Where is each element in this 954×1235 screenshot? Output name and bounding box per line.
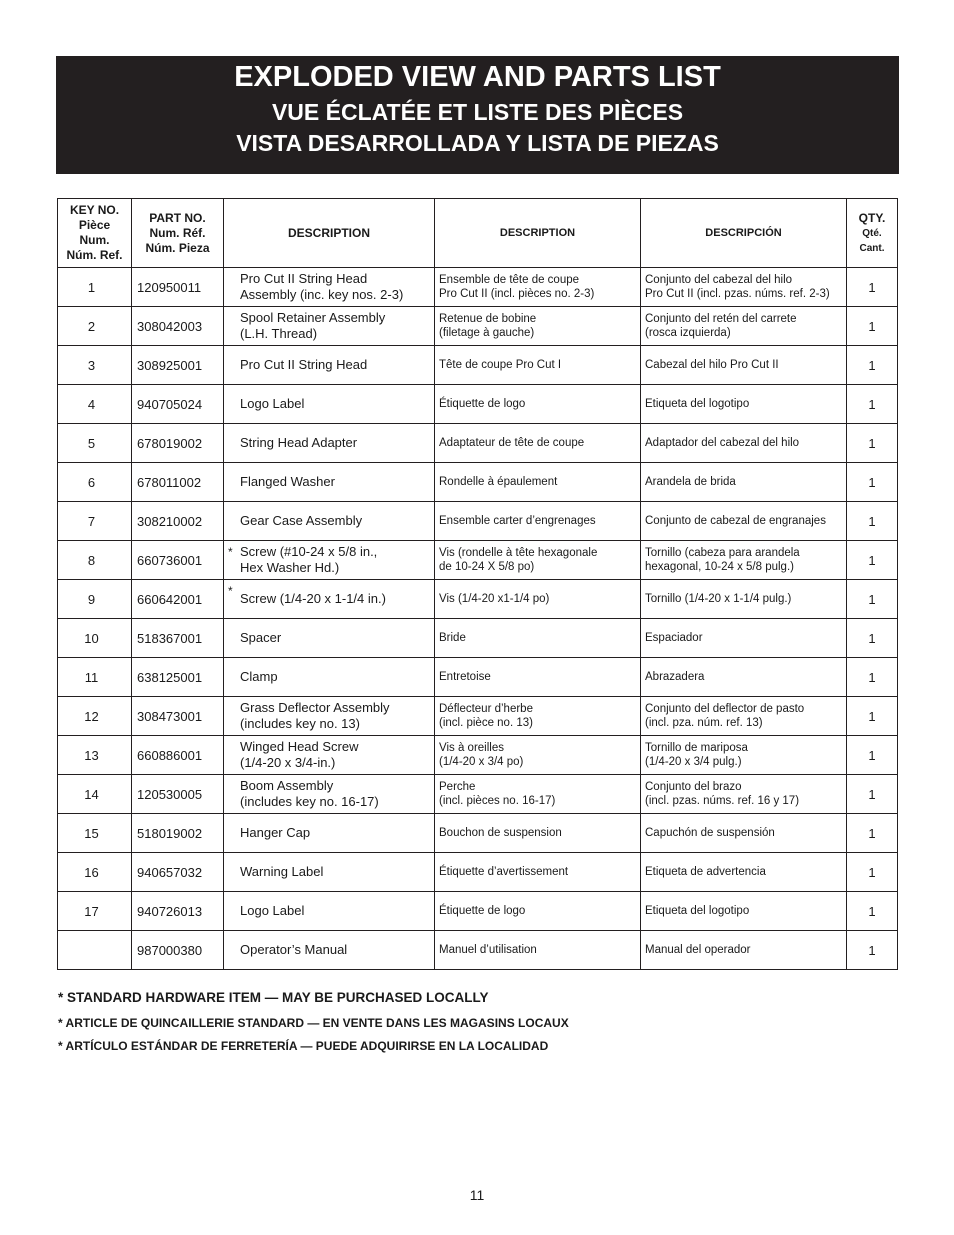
description-fr-cell: Manuel d’utilisation	[435, 931, 641, 970]
description-es-cell: Conjunto del retén del carrete (rosca izquierda)	[641, 307, 847, 346]
description-en-cell	[224, 775, 435, 814]
table-row	[58, 502, 898, 541]
qty-cell: 1	[847, 736, 898, 775]
description-es-cell: Tornillo de mariposa (1/4-20 x 3/4 pulg.)	[641, 736, 847, 775]
description-fr-cell: Bouchon de suspension	[435, 814, 641, 853]
key-no-cell: 3	[58, 346, 132, 385]
key-no-cell: 5	[58, 424, 132, 463]
description-en-text: Boom Assembly (includes key no. 16-17)	[240, 778, 379, 809]
description-es-cell: Tornillo (cabeza para arandela hexagonal, 10-24 x 5/8 pulg.)	[641, 541, 847, 580]
description-es-cell: Conjunto del deflector de pasto (incl. pza. núm. ref. 13)	[641, 697, 847, 736]
description-en-cell	[224, 307, 435, 346]
qty-cell: 1	[847, 658, 898, 697]
part-no-cell: 120530005	[132, 775, 224, 814]
part-no-cell: 660736001	[132, 541, 224, 580]
standard-hardware-mark: *	[228, 584, 233, 598]
qty-cell: 1	[847, 892, 898, 931]
qty-cell: 1	[847, 853, 898, 892]
description-es-cell: Etiqueta del logotipo	[641, 892, 847, 931]
parts-table	[57, 198, 898, 970]
key-no-cell: 7	[58, 502, 132, 541]
description-en-cell	[224, 580, 435, 619]
description-en-cell	[224, 658, 435, 697]
key-no-cell: 1	[58, 268, 132, 307]
key-no-cell: 17	[58, 892, 132, 931]
table-row	[58, 463, 898, 502]
table-row	[58, 619, 898, 658]
description-en-cell	[224, 892, 435, 931]
key-no-cell: 13	[58, 736, 132, 775]
note-standard-hardware-fr: * ARTICLE DE QUINCAILLERIE STANDARD — EN VENTE DANS LES MAGASINS LOCAUX	[58, 1016, 569, 1030]
header-qty-sub: Qté. Cant.	[859, 227, 885, 254]
part-no-cell: 308210002	[132, 502, 224, 541]
description-en-cell	[224, 853, 435, 892]
description-en-cell	[224, 931, 435, 970]
page-title-en: EXPLODED VIEW AND PARTS LIST	[234, 61, 721, 93]
part-no-cell: 638125001	[132, 658, 224, 697]
description-en-cell	[224, 541, 435, 580]
description-en-cell	[224, 502, 435, 541]
part-no-cell: 678019002	[132, 424, 224, 463]
standard-hardware-mark: *	[228, 545, 233, 559]
table-row	[58, 580, 898, 619]
qty-cell: 1	[847, 775, 898, 814]
description-es-cell: Espaciador	[641, 619, 847, 658]
note-standard-hardware-es: * ARTÍCULO ESTÁNDAR DE FERRETERÍA — PUEDE ADQUIRIRSE EN LA LOCALIDAD	[58, 1039, 549, 1053]
qty-cell: 1	[847, 814, 898, 853]
description-es-cell: Conjunto del brazo (incl. pzas. núms. ref. 16 y 17)	[641, 775, 847, 814]
description-en-text: Gear Case Assembly	[240, 513, 363, 528]
description-en-text: String Head Adapter	[240, 435, 358, 450]
description-en-text: Spool Retainer Assembly (L.H. Thread)	[240, 310, 386, 341]
key-no-cell: 12	[58, 697, 132, 736]
page-number: 11	[469, 1187, 485, 1203]
description-es-cell: Cabezal del hilo Pro Cut II	[641, 346, 847, 385]
qty-cell: 1	[847, 268, 898, 307]
description-en-text: Pro Cut II String Head Assembly (inc. key nos. 2-3)	[240, 271, 404, 302]
description-fr-cell: Entretoise	[435, 658, 641, 697]
description-en-cell	[224, 619, 435, 658]
description-en-cell	[224, 697, 435, 736]
description-en-cell	[224, 346, 435, 385]
description-fr-cell: Perche (incl. pièces no. 16-17)	[435, 775, 641, 814]
qty-cell: 1	[847, 385, 898, 424]
description-es-cell: Capuchón de suspensión	[641, 814, 847, 853]
key-no-cell: 2	[58, 307, 132, 346]
part-no-cell: 660886001	[132, 736, 224, 775]
note-standard-hardware-en: * STANDARD HARDWARE ITEM — MAY BE PURCHASED LOCALLY	[58, 990, 489, 1005]
part-no-cell: 940657032	[132, 853, 224, 892]
header-description-en: DESCRIPTION	[224, 199, 435, 268]
key-no-cell: 8	[58, 541, 132, 580]
description-fr-cell: Retenue de bobine (filetage à gauche)	[435, 307, 641, 346]
description-fr-cell: Ensemble carter d’engrenages	[435, 502, 641, 541]
table-row	[58, 775, 898, 814]
description-en-text: Warning Label	[240, 864, 324, 879]
table-row	[58, 931, 898, 970]
part-no-cell: 660642001	[132, 580, 224, 619]
table-row	[58, 268, 898, 307]
key-no-cell: 4	[58, 385, 132, 424]
table-row	[58, 346, 898, 385]
description-fr-cell: Adaptateur de tête de coupe	[435, 424, 641, 463]
key-no-cell: 9	[58, 580, 132, 619]
description-fr-cell: Rondelle à épaulement	[435, 463, 641, 502]
description-en-text: Screw (#10-24 x 5/8 in., Hex Washer Hd.)	[240, 544, 378, 575]
table-row	[58, 892, 898, 931]
table-row	[58, 541, 898, 580]
key-no-cell: 15	[58, 814, 132, 853]
part-no-cell: 120950011	[132, 268, 224, 307]
qty-cell: 1	[847, 619, 898, 658]
table-row	[58, 658, 898, 697]
description-en-cell	[224, 385, 435, 424]
description-en-text: Hanger Cap	[240, 825, 311, 840]
qty-cell: 1	[847, 346, 898, 385]
description-en-text: Flanged Washer	[240, 474, 335, 489]
qty-cell: 1	[847, 541, 898, 580]
part-no-cell: 678011002	[132, 463, 224, 502]
part-no-cell: 940726013	[132, 892, 224, 931]
description-en-text: Screw (1/4-20 x 1-1/4 in.)	[240, 591, 386, 606]
header-part-no: PART NO. Num. Réf. Núm. Pieza	[132, 199, 224, 268]
table-row	[58, 853, 898, 892]
part-no-cell: 518367001	[132, 619, 224, 658]
description-en-cell	[224, 814, 435, 853]
page-title-es: VISTA DESARROLLADA Y LISTA DE PIEZAS	[236, 130, 719, 156]
description-en-text: Grass Deflector Assembly (includes key no. 13)	[240, 700, 390, 731]
part-no-cell: 518019002	[132, 814, 224, 853]
description-fr-cell: Vis à oreilles (1/4-20 x 3/4 po)	[435, 736, 641, 775]
part-no-cell: 308042003	[132, 307, 224, 346]
header-qty-label: QTY.	[858, 210, 886, 225]
description-es-cell: Conjunto de cabezal de engranajes	[641, 502, 847, 541]
description-es-cell: Manual del operador	[641, 931, 847, 970]
table-row	[58, 424, 898, 463]
description-en-text: Logo Label	[240, 903, 305, 918]
table-row	[58, 814, 898, 853]
description-fr-cell: Étiquette de logo	[435, 892, 641, 931]
table-row	[58, 697, 898, 736]
description-fr-cell: Vis (rondelle à tête hexagonale de 10-24 X 5/8 po)	[435, 541, 641, 580]
table-row	[58, 736, 898, 775]
page-title-fr: VUE ÉCLATÉE ET LISTE DES PIÈCES	[271, 99, 684, 125]
description-es-cell: Arandela de brida	[641, 463, 847, 502]
part-no-cell: 940705024	[132, 385, 224, 424]
description-es-cell: Adaptador del cabezal del hilo	[641, 424, 847, 463]
description-es-cell: Conjunto del cabezal del hilo Pro Cut II (incl. pzas. núms. ref. 2-3)	[641, 268, 847, 307]
description-en-text: Clamp	[240, 669, 278, 684]
description-en-text: Logo Label	[240, 396, 305, 411]
description-fr-cell: Déflecteur d’herbe (incl. pièce no. 13)	[435, 697, 641, 736]
table-header-row	[58, 199, 898, 268]
qty-cell: 1	[847, 697, 898, 736]
description-en-text: Operator’s Manual	[240, 942, 348, 957]
key-no-cell	[58, 931, 132, 970]
part-no-cell: 308473001	[132, 697, 224, 736]
description-fr-cell: Tête de coupe Pro Cut I	[435, 346, 641, 385]
qty-cell: 1	[847, 931, 898, 970]
description-en-cell	[224, 424, 435, 463]
description-es-cell: Etiqueta del logotipo	[641, 385, 847, 424]
table-row	[58, 385, 898, 424]
title-banner	[56, 56, 899, 174]
key-no-cell: 10	[58, 619, 132, 658]
qty-cell: 1	[847, 502, 898, 541]
description-en-cell	[224, 463, 435, 502]
description-en-cell	[224, 268, 435, 307]
description-es-cell: Etiqueta de advertencia	[641, 853, 847, 892]
description-fr-cell: Ensemble de tête de coupe Pro Cut II (incl. pièces no. 2-3)	[435, 268, 641, 307]
description-en-text: Winged Head Screw (1/4-20 x 3/4-in.)	[240, 739, 359, 770]
description-fr-cell: Vis (1/4-20 x1-1/4 po)	[435, 580, 641, 619]
table-row	[58, 307, 898, 346]
header-description-es: DESCRIPCIÓN	[641, 199, 847, 268]
key-no-cell: 6	[58, 463, 132, 502]
description-fr-cell: Bride	[435, 619, 641, 658]
description-en-text: Spacer	[240, 630, 282, 645]
qty-cell: 1	[847, 307, 898, 346]
qty-cell: 1	[847, 580, 898, 619]
qty-cell: 1	[847, 463, 898, 502]
part-no-cell: 987000380	[132, 931, 224, 970]
header-key-no: KEY NO. Pièce Num. Núm. Ref.	[58, 199, 132, 268]
key-no-cell: 16	[58, 853, 132, 892]
qty-cell: 1	[847, 424, 898, 463]
key-no-cell: 14	[58, 775, 132, 814]
header-description-fr: DESCRIPTION	[435, 199, 641, 268]
key-no-cell: 11	[58, 658, 132, 697]
description-fr-cell: Étiquette de logo	[435, 385, 641, 424]
part-no-cell: 308925001	[132, 346, 224, 385]
description-en-text: Pro Cut II String Head	[240, 357, 368, 372]
description-en-cell	[224, 736, 435, 775]
description-fr-cell: Étiquette d’avertissement	[435, 853, 641, 892]
description-es-cell: Abrazadera	[641, 658, 847, 697]
description-es-cell: Tornillo (1/4-20 x 1-1/4 pulg.)	[641, 580, 847, 619]
header-qty	[847, 199, 898, 268]
